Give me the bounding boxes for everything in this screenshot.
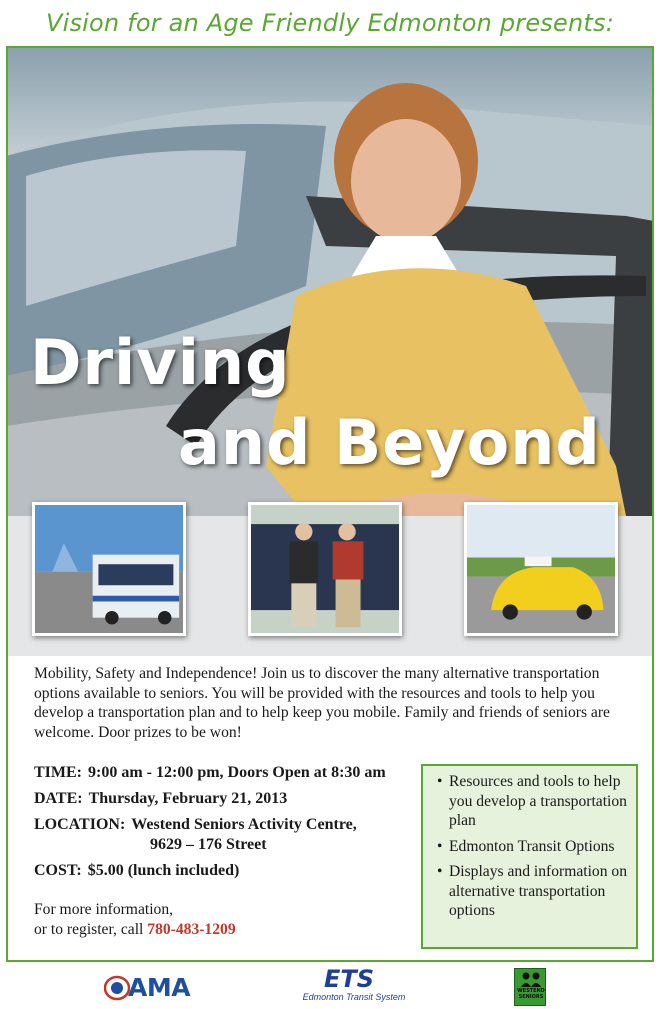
callout-item: • Resources and tools to help you develop a transportation plan [437,773,627,829]
taxi-photo-art [467,505,615,633]
westend-seniors-text: WESTEND SENIORS [517,988,545,1000]
location-label: LOCATION: [34,816,126,833]
cost-label: COST: [34,862,82,879]
ama-wordmark: AMA [128,973,191,1002]
cost-row [34,862,239,880]
bullet-icon: • [437,773,443,790]
bullet-icon: • [437,837,443,855]
hero-image [6,46,654,656]
time-label: TIME: [34,764,82,781]
ets-subtitle: Edmonton Transit System [302,992,406,1002]
more-info-line1: For more information, [34,901,174,918]
ets-wordmark: ETS [324,965,375,993]
callout-item: • Edmonton Transit Options [437,837,615,855]
headline-driving: Driving [30,326,291,399]
intro-paragraph: Mobility, Safety and Independence! Join us to discover the many alternative transportation options available to seniors. You will be provided with the resources and tools to help you develop a transportation plan and to help keep you mobile. Family and friends of seniors are welcome. Door prizes to be won! [34,665,610,741]
cost-value: $5.00 (lunch included) [87,862,240,879]
caa-globe-icon [104,974,130,1002]
event-banner: Vision for an Age Friendly Edmonton presents: [45,9,614,37]
westend-seniors-logo [514,968,546,1006]
time-value: 9:00 am - 12:00 pm, Doors Open at 8:30 am [88,764,386,781]
phone-number[interactable]: 780-483-1209 [147,921,236,938]
headline-and-beyond: and Beyond [178,406,601,479]
people-icon [515,969,547,989]
bus-photo [32,502,186,636]
callout-item: • Displays and information on alternative transportation options [437,863,628,919]
time-row [34,764,386,782]
seniors-car-photo-art [251,505,399,633]
date-row [34,790,287,808]
location-line2: 9629 – 176 Street [150,836,267,853]
location-line1: Westend Seniors Activity Centre, [131,816,357,833]
more-info [34,900,294,940]
sponsor-logos [0,962,660,1009]
bullet-icon: • [437,863,443,880]
seniors-car-photo [248,502,402,636]
ama-logo [104,974,200,1002]
highlights-callout [421,764,638,949]
date-value: Thursday, February 21, 2013 [88,790,288,807]
date-label: DATE: [34,790,83,807]
ets-logo [296,966,412,1006]
taxi-photo [464,502,618,636]
location-row [34,816,357,834]
bus-photo-art [35,505,183,633]
more-info-line2: or to register, call 780-483-1209 [34,921,236,938]
westend-seniors-badge [514,968,546,1006]
